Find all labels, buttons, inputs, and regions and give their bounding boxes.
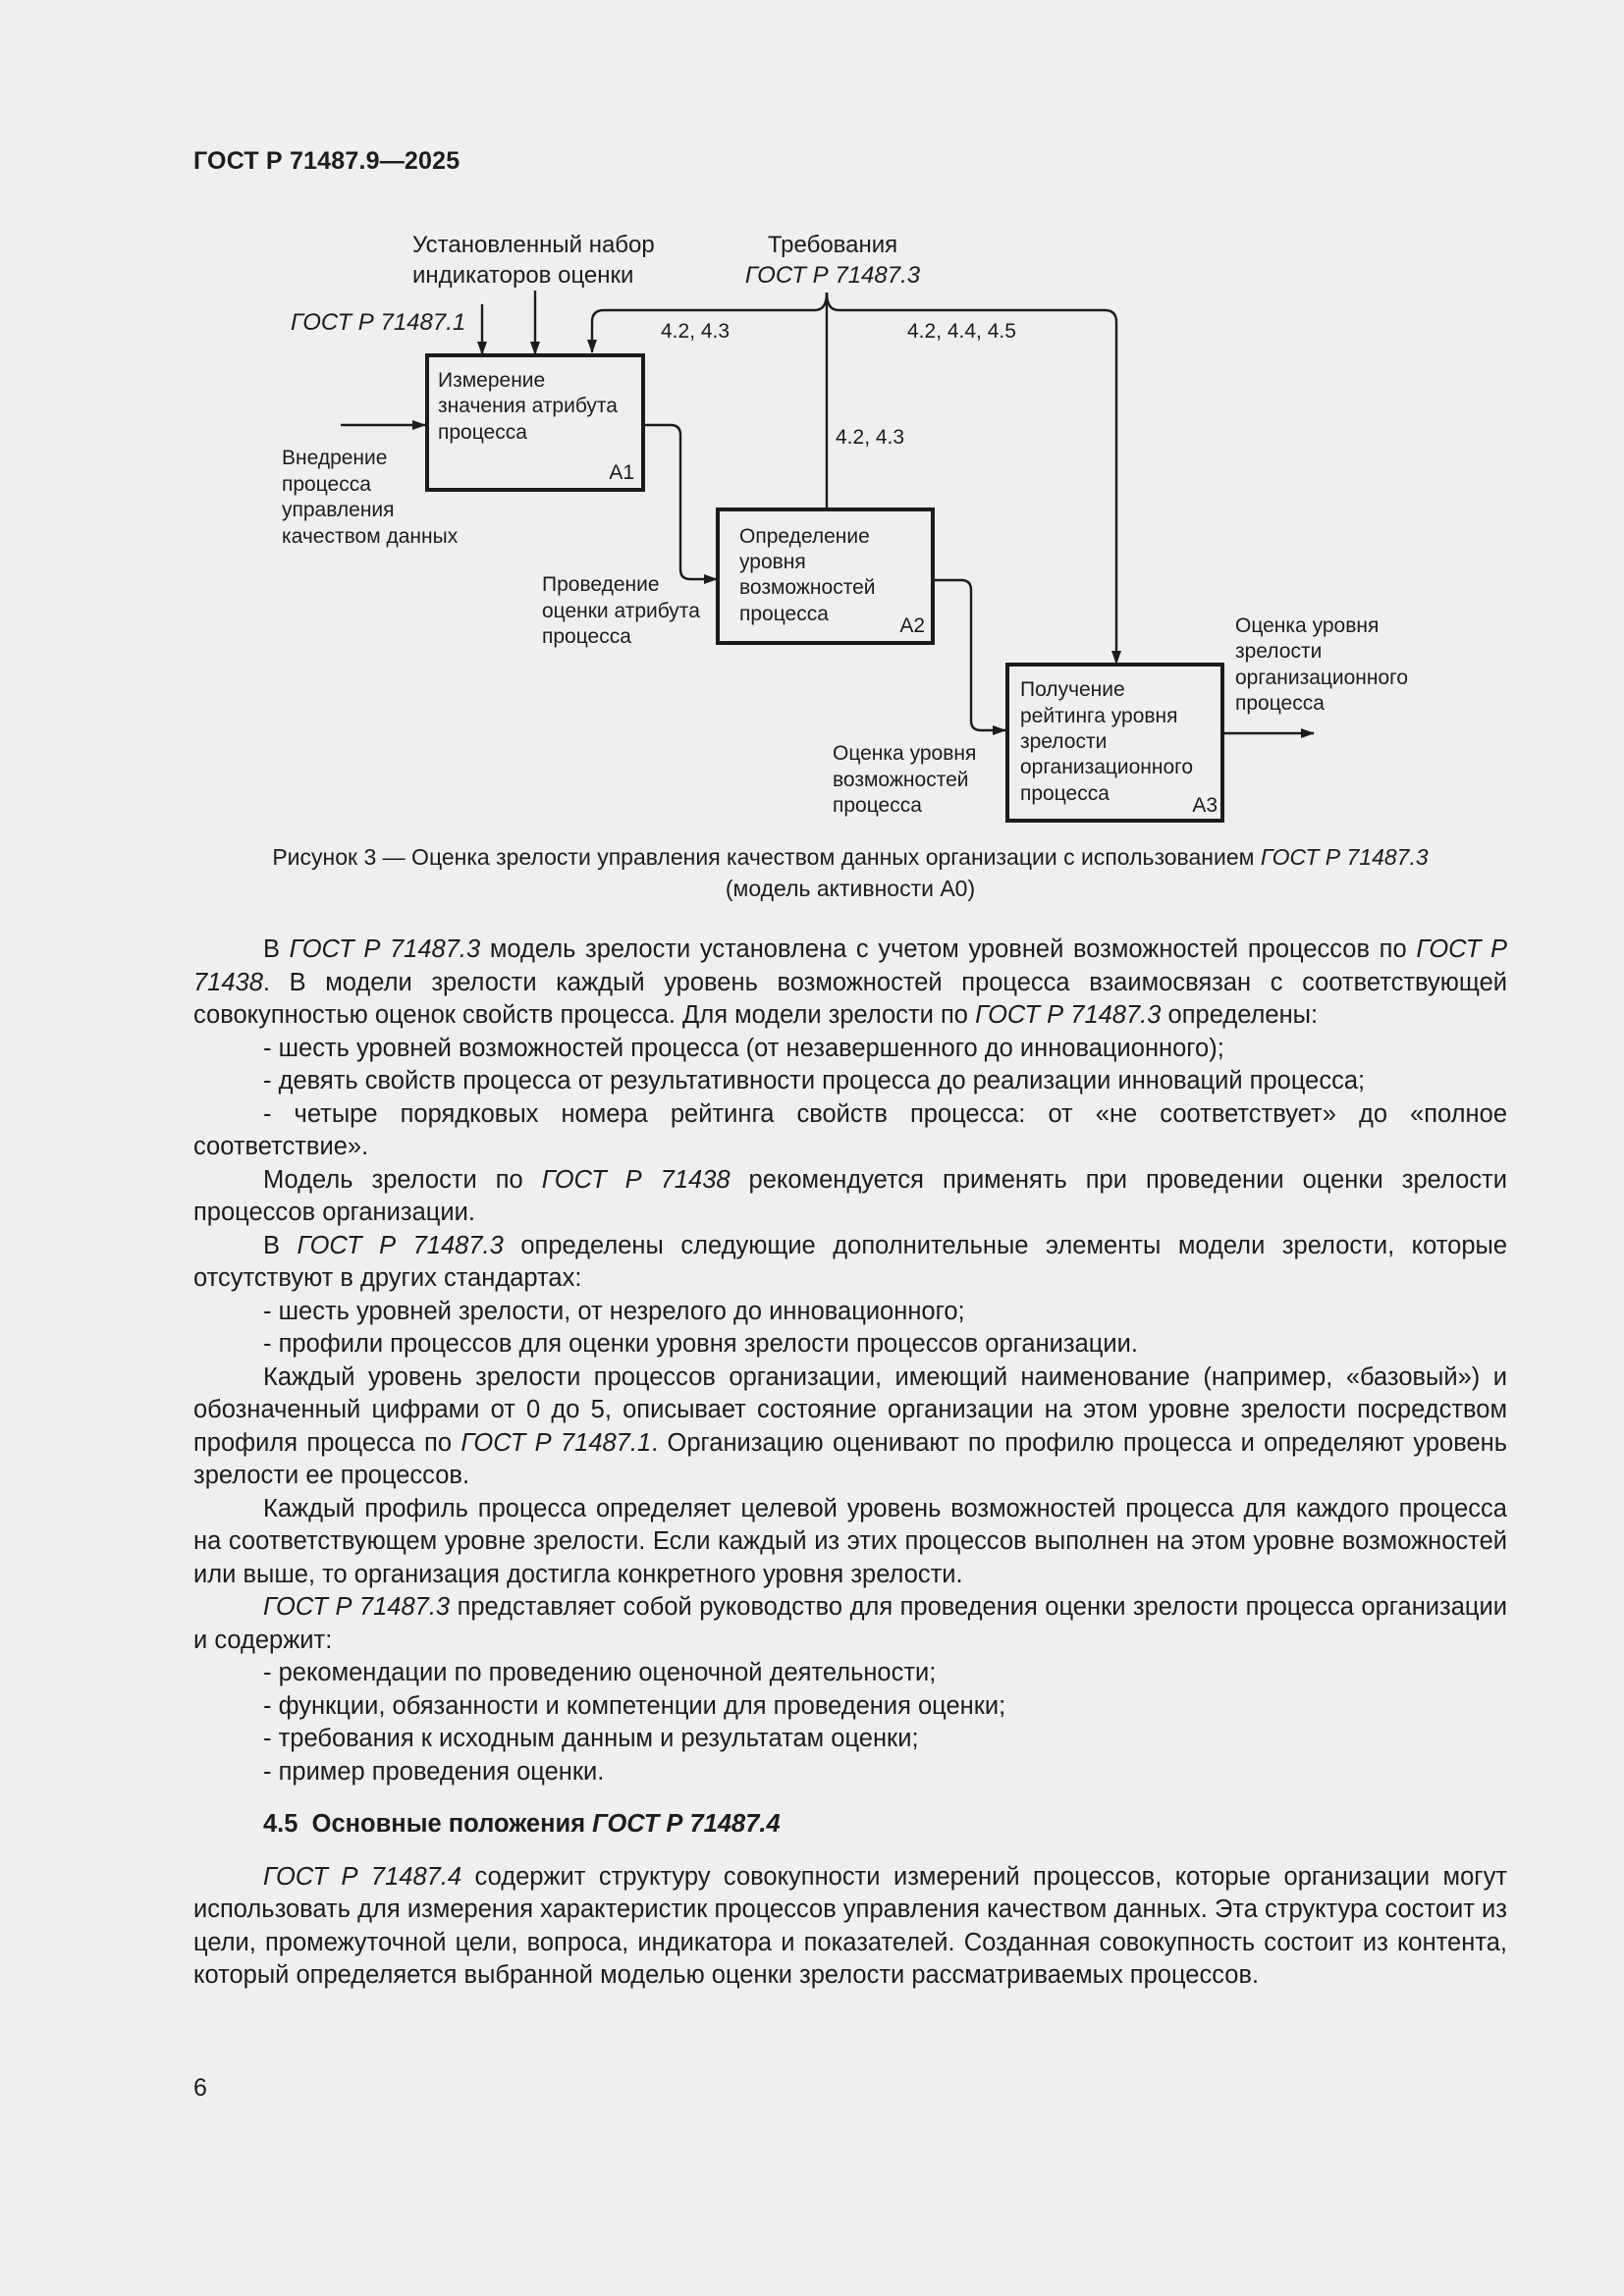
box-a2 — [718, 509, 933, 643]
list-item: - рекомендации по проведению оценочной деятельности; — [263, 1659, 937, 1686]
section-number: 4.5 — [263, 1810, 298, 1838]
section-standard: ГОСТ Р 71487.4 — [592, 1810, 781, 1838]
box-a1-line2: значения атрибута — [438, 395, 618, 417]
caption-standard: ГОСТ Р 71487.3 — [1260, 844, 1429, 870]
box-a1-line3: процесса — [438, 421, 527, 444]
output-label-line1: Оценка уровня — [1235, 614, 1380, 637]
document-header: ГОСТ Р 71487.9—2025 — [193, 147, 460, 175]
box-a3-code: A3 — [1192, 794, 1218, 817]
standard-1-label: ГОСТ Р 71487.1 — [291, 309, 466, 336]
list-item: - шесть уровней зрелости, от незрелого до инновационного; — [263, 1297, 965, 1325]
input-label-line3: управления — [282, 499, 395, 521]
figure-caption-line2: (модель активности A0) — [725, 876, 976, 901]
box-a3 — [1007, 665, 1222, 821]
list-item: - профили процессов для оценки уровня зрелости процессов организации. — [263, 1330, 1138, 1358]
section-heading — [263, 1808, 1507, 1842]
box-a3-line5: процесса — [1020, 782, 1110, 805]
flow-a1-a2-line2: оценки атрибута — [542, 600, 700, 622]
requirements-label-line1: Требования — [767, 232, 898, 258]
ref-a2: 4.2, 4.3 — [836, 426, 905, 449]
section-title: Основные положения — [311, 1810, 593, 1838]
output-label-line3: организационного — [1235, 667, 1409, 689]
flow-a2-a3-line3: процесса — [833, 794, 922, 817]
paragraph-3: В ГОСТ Р 71487.3 определены следующие дополнительные элементы модели зрелости, которые отсутствуют в других стандартах: — [193, 1231, 1508, 1292]
list-item: - девять свойств процесса от результативности процесса до реализации инноваций процесса; — [263, 1067, 1366, 1095]
paragraph-1: В ГОСТ Р 71487.3 модель зрелости установлена с учетом уровней возможностей процессов по ГОСТ Р 71438. В модели зрелости каждый уровень возможностей процесса взаимосвязан с соответствующей совокупностью оценок свойств процесса. Для модели зрелости по ГОСТ Р 71487.3 определены: — [193, 935, 1507, 1029]
box-a3-line1: Получение — [1020, 678, 1125, 701]
flow-a2-a3-line2: возможностей — [833, 769, 969, 791]
flow-a1-a2-line1: Проведение — [542, 573, 660, 596]
box-a3-line4: организационного — [1020, 756, 1194, 778]
box-a2-code: A2 — [899, 614, 925, 637]
input-label-line2: процесса — [282, 473, 371, 496]
figure-caption — [193, 841, 1507, 904]
flow-a2-a3-line1: Оценка уровня — [833, 742, 977, 765]
arrow-a2-a3 — [933, 580, 1005, 730]
paragraph-2: Модель зрелости по ГОСТ Р 71438 рекомендуется применять при проведении оценки зрелости процессов организации. — [193, 1165, 1507, 1226]
body-text — [193, 934, 1507, 1993]
indicators-label-line1: Установленный набор — [412, 232, 655, 258]
paragraph-4: Каждый уровень зрелости процессов организации, имеющий наименование (например, «базовый») и обозначенный цифрами от 0 до 5, описывает состояние организации на этом уровне зрелости посредством профиля процесса по ГОСТ Р 71487.1. Организацию оценивают по профилю процесса и определяют уровень зрелости ее процессов. — [193, 1362, 1508, 1489]
input-label-line4: качеством данных — [282, 525, 459, 548]
flow-a1-a2-line3: процесса — [542, 625, 631, 648]
output-label-line4: процесса — [1235, 692, 1325, 715]
input-label-line1: Внедрение — [282, 447, 388, 469]
paragraph-6: ГОСТ Р 71487.3 представляет собой руководство для проведения оценки зрелости процесса организации и содержит: — [193, 1593, 1507, 1654]
box-a1 — [427, 355, 643, 490]
list-item: - четыре порядковых номера рейтинга свойств процесса: от «не соответствует» до «полное соответствие». — [193, 1099, 1507, 1160]
page-number: 6 — [193, 2074, 207, 2102]
box-a3-line2: рейтинга уровня — [1020, 705, 1178, 727]
list-item: - требования к исходным данным и результатам оценки; — [263, 1725, 919, 1752]
paragraph-7: ГОСТ Р 71487.4 содержит структуру совокупности измерений процессов, которые организации могут использовать для измерения характеристик процессов управления качеством данных. Эта структура состоит из цели, промежуточной цели, вопроса, индикатора и показателей. Созданная совокупность состоит из контента, который определяется выбранной моделью оценки зрелости рассматриваемых процессов. — [193, 1862, 1507, 1989]
requirements-label-line2: ГОСТ Р 71487.3 — [744, 262, 921, 289]
box-a1-code: A1 — [609, 461, 634, 484]
paragraph-5: Каждый профиль процесса определяет целевой уровень возможностей процесса для каждого процесса на соответствующем уровне зрелости. Если каждый из этих процессов выполнен на этом уровне возможностей или выше, то организация достигла конкретного уровня зрелости. — [193, 1494, 1507, 1588]
figure-caption-line1 — [193, 841, 1507, 873]
indicators-label-line2: индикаторов оценки — [412, 262, 634, 289]
caption-prefix: Рисунок 3 — Оценка зрелости управления качеством данных организации с использованием — [272, 844, 1261, 870]
idef0-diagram — [0, 0, 1624, 854]
list-item: - шесть уровней возможностей процесса (от незавершенного до инновационного); — [263, 1034, 1224, 1062]
box-a3-line3: зрелости — [1020, 730, 1108, 753]
box-a2-line4: процесса — [739, 603, 829, 625]
arrow-a1-a2 — [643, 425, 717, 579]
box-a1-line1: Измерение — [438, 369, 546, 392]
list-item: - пример проведения оценки. — [263, 1757, 605, 1786]
box-a2-line1: Определение — [739, 525, 870, 548]
box-a2-line3: возможностей — [739, 576, 876, 599]
ref-a1: 4.2, 4.3 — [661, 320, 731, 343]
list-item: - функции, обязанности и компетенции для проведения оценки; — [263, 1691, 1006, 1720]
output-label-line2: зрелости — [1235, 640, 1323, 663]
box-a2-line2: уровня — [739, 551, 806, 573]
ref-a3: 4.2, 4.4, 4.5 — [907, 320, 1016, 343]
